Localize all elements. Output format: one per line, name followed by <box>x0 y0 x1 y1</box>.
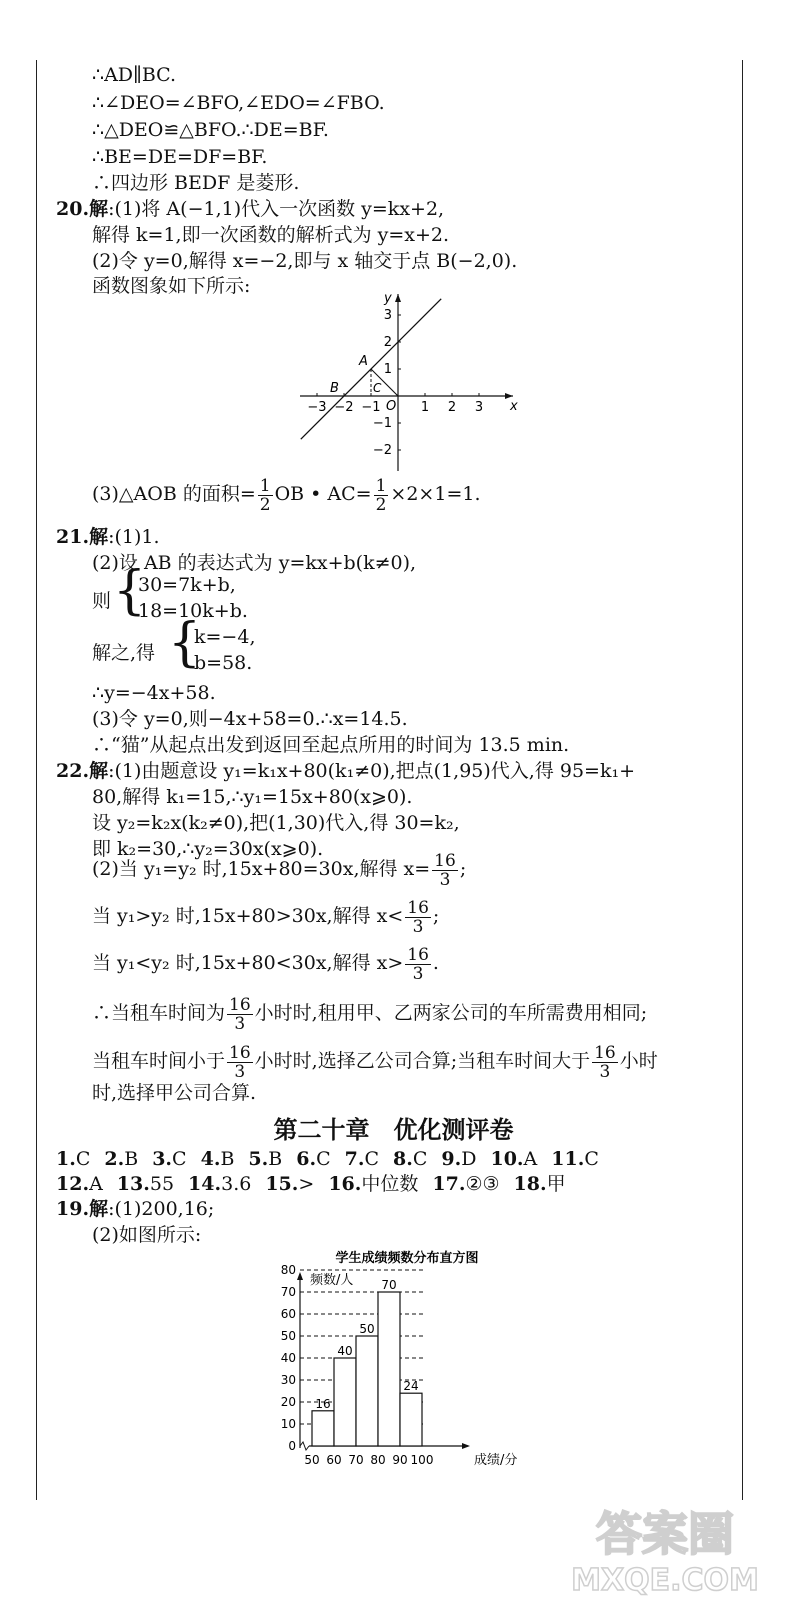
frac-numerator: 16 <box>229 994 251 1015</box>
answer-number: 8. <box>393 1148 413 1170</box>
q19-jie: 解 <box>89 1198 109 1220</box>
point-B-label: B <box>330 381 339 396</box>
x-tick-label: 70 <box>348 1453 364 1467</box>
answer-value: C <box>584 1148 599 1170</box>
answer-item <box>117 1173 174 1195</box>
q22-line-5 <box>92 846 466 892</box>
answer-number: 17. <box>432 1173 466 1195</box>
q22-line-8 <box>92 990 647 1036</box>
frac-16-3-b <box>405 899 431 936</box>
chart-title: 学生成绩频数分布直方图 <box>335 1251 479 1266</box>
q22-line-2: 80,解得 k₁=15,∴y₁=15x+80(x⩾0). <box>92 786 413 808</box>
q22-semicolon-a: ; <box>459 858 467 880</box>
q22-line-9 <box>92 1038 658 1084</box>
q21-jie: 解 <box>89 526 109 548</box>
x-tick-label: 50 <box>304 1453 320 1467</box>
proof-line-2: ∴∠DEO=∠BFO,∠EDO=∠FBO. <box>92 92 385 114</box>
q22-text-9a: 当租车时间小于 <box>92 1050 226 1072</box>
answer-value: 甲 <box>546 1173 566 1195</box>
x-tick-label: 90 <box>392 1453 408 1467</box>
y-tick-label: 40 <box>280 1351 296 1365</box>
answer-number: 12. <box>56 1173 90 1195</box>
x-tick-label: 2 <box>447 400 457 415</box>
histogram-bar <box>400 1393 422 1446</box>
answer-number: 2. <box>104 1148 125 1170</box>
answers-row-2 <box>56 1171 580 1197</box>
q20-text-1: :(1)将 A(−1,1)代入一次函数 y=kx+2, <box>108 198 445 220</box>
frac-denominator: 2 <box>375 494 387 515</box>
answer-item <box>56 1173 103 1195</box>
q22-semicolon-b: ; <box>432 905 440 927</box>
answer-number: 16. <box>328 1173 362 1195</box>
q19-line-2: (2)如图所示: <box>92 1224 202 1246</box>
q20-line-3: (2)令 y=0,解得 x=−2,即与 x 轴交于点 B(−2,0). <box>92 250 518 272</box>
q19-line-1 <box>56 1196 214 1222</box>
answer-number: 11. <box>551 1148 585 1170</box>
frac-numerator: 16 <box>229 1042 251 1063</box>
bar-value-label: 24 <box>403 1379 419 1394</box>
histogram-bar <box>312 1411 334 1446</box>
y-tick-label: 80 <box>280 1263 296 1277</box>
q22-text-5: (2)当 y₁=y₂ 时,15x+80=30x,解得 x= <box>92 858 431 880</box>
q20-area-line <box>92 472 481 516</box>
y-tick-label: 1 <box>383 362 392 377</box>
q19-number: 19. <box>56 1198 90 1220</box>
q21-sys2-eq1: k=−4, <box>194 626 256 648</box>
frac-16-3-c <box>405 946 431 983</box>
answer-value: C <box>316 1148 331 1170</box>
q21-number: 21. <box>56 526 90 548</box>
answer-value: 3.6 <box>221 1173 252 1195</box>
x-tick-label: −3 <box>307 400 327 415</box>
y-axis-arrow <box>395 294 401 302</box>
y-tick-label: 2 <box>383 335 392 350</box>
right-margin-rule <box>742 60 743 1500</box>
function-graph <box>288 286 528 476</box>
q21-line-1 <box>56 524 160 550</box>
frac-denominator: 3 <box>234 1061 246 1082</box>
answer-value: C <box>412 1148 428 1170</box>
y-axis-title: 频数/人 <box>310 1273 354 1288</box>
proof-line-3: ∴△DEO≌△BFO.∴DE=BF. <box>92 119 329 141</box>
bar-value-label: 70 <box>381 1278 397 1292</box>
x-axis-label: x <box>510 399 518 414</box>
point-C-label: C <box>373 381 382 395</box>
answer-number: 9. <box>441 1148 462 1170</box>
answer-item <box>490 1148 537 1170</box>
point-A-label: A <box>359 354 368 369</box>
answers-row-2-items <box>56 1173 580 1195</box>
half-fraction-2 <box>374 477 389 514</box>
answer-number: 7. <box>344 1148 365 1170</box>
frac-denominator: 3 <box>412 916 424 937</box>
y-tick-label: 30 <box>280 1373 296 1387</box>
answer-value: B <box>124 1148 139 1170</box>
q22-text-8b: 小时时,租用甲、乙两家公司的车所需费用相同; <box>254 1002 648 1024</box>
frac-numerator: 1 <box>375 475 387 496</box>
frac-denominator: 3 <box>412 963 424 984</box>
watermark-top-text: 答案圈 <box>596 1507 734 1561</box>
q20-number: 20. <box>56 198 90 220</box>
q22-number: 22. <box>56 760 90 782</box>
answer-number: 18. <box>513 1173 547 1195</box>
y-tick-label: 20 <box>280 1395 296 1409</box>
q22-line-3: 设 y₂=k₂x(k₂≠0),把(1,30)代入,得 30=k₂, <box>92 812 460 834</box>
answer-item <box>432 1173 499 1195</box>
answer-item <box>551 1148 599 1170</box>
x-tick-label: 100 <box>410 1453 434 1467</box>
frac-16-3-a <box>432 852 458 889</box>
q21-sys1-eq1: 30=7k+b, <box>138 574 236 596</box>
answer-item <box>265 1173 314 1195</box>
answer-item <box>152 1148 186 1170</box>
y-tick-label: 10 <box>280 1417 296 1431</box>
frac-16-3-f <box>592 1044 618 1081</box>
x-tick-label: 80 <box>370 1453 386 1467</box>
answer-value: A <box>89 1173 103 1195</box>
y-tick-label: −1 <box>372 416 392 431</box>
q21-text-1: :(1)1. <box>108 526 160 548</box>
axis-break-mark <box>300 1442 309 1450</box>
watermark-bottom-text: MXQE.COM <box>571 1563 759 1598</box>
frac-16-3-d <box>227 996 253 1033</box>
answer-item <box>393 1148 427 1170</box>
system-brace-1: { <box>113 561 147 621</box>
y-axis-arrow <box>297 1272 303 1280</box>
bar-value-label: 16 <box>315 1396 331 1411</box>
q20-jie: 解 <box>89 198 109 220</box>
system-brace-2: { <box>168 613 202 673</box>
answer-number: 1. <box>56 1148 76 1170</box>
y-axis-label: y <box>384 291 392 306</box>
proof-line-1: ∴AD∥BC. <box>92 64 177 86</box>
q21-line-6: (3)令 y=0,则−4x+58=0.∴x=14.5. <box>92 708 408 730</box>
bar-value-label: 40 <box>337 1344 353 1358</box>
q21-line-7: ∴“猫”从起点出发到返回至起点所用的时间为 13.5 min. <box>92 734 570 756</box>
answer-value: D <box>461 1148 477 1170</box>
q20-area-pre: (3)△AOB 的面积= <box>92 483 256 505</box>
answer-item <box>188 1173 251 1195</box>
y-tick-label: −2 <box>372 443 392 458</box>
x-axis-title: 成绩/分 <box>474 1453 518 1468</box>
answer-value: C <box>75 1148 91 1170</box>
q22-text-1: :(1)由题意设 y₁=k₁x+80(k₁≠0),把点(1,95)代入,得 95=k₁+ <box>108 760 636 782</box>
frac-16-3-e <box>227 1044 253 1081</box>
q22-line-4: 即 k₂=30,∴y₂=30x(x⩾0). <box>92 838 324 860</box>
q22-text-9c: 小时 <box>619 1050 658 1072</box>
answer-number: 5. <box>248 1148 269 1170</box>
y-tick-label: 60 <box>280 1307 296 1321</box>
q20-area-post: ×2×1=1. <box>390 483 481 505</box>
q22-text-6: 当 y₁>y₂ 时,15x+80>30x,解得 x< <box>92 905 404 927</box>
origin-label: O <box>386 399 397 414</box>
left-margin-rule <box>36 60 37 1500</box>
x-axis-arrow <box>462 1443 470 1449</box>
q21-ze: 则 <box>92 590 112 612</box>
q22-line-1 <box>56 758 635 784</box>
q22-text-8a: ∴当租车时间为 <box>92 1002 226 1024</box>
y-tick-label: 0 <box>288 1439 296 1453</box>
answers-row-1-items <box>56 1148 613 1170</box>
answer-number: 13. <box>116 1173 150 1195</box>
answer-item <box>248 1148 282 1170</box>
answer-item <box>514 1173 566 1195</box>
answer-number: 4. <box>200 1148 221 1170</box>
x-tick-label: 60 <box>326 1453 342 1467</box>
answer-number: 14. <box>188 1173 222 1195</box>
x-tick-label: −1 <box>361 400 381 415</box>
proof-line-4: ∴BE=DE=DF=BF. <box>92 146 268 168</box>
half-fraction-1 <box>258 477 273 514</box>
frac-numerator: 1 <box>259 475 271 496</box>
frac-numerator: 16 <box>407 944 429 965</box>
answer-item <box>345 1148 379 1170</box>
histogram-bar <box>334 1358 356 1446</box>
answer-number: 6. <box>296 1148 317 1170</box>
answer-number: 15. <box>265 1173 299 1195</box>
q20-line-4: 函数图象如下所示: <box>92 275 251 297</box>
answer-number: 3. <box>152 1148 173 1170</box>
answers-row-1 <box>56 1146 613 1172</box>
answer-value: C <box>364 1148 379 1170</box>
histogram-bar <box>356 1336 378 1446</box>
q19-text-1: :(1)200,16; <box>108 1198 215 1220</box>
bar-value-label: 50 <box>359 1322 375 1336</box>
q22-text-7: 当 y₁<y₂ 时,15x+80<30x,解得 x> <box>92 952 404 974</box>
frac-denominator: 2 <box>259 494 271 515</box>
q22-line-6 <box>92 893 439 939</box>
q20-area-mid: OB • AC= <box>274 483 372 505</box>
x-tick-label: 1 <box>420 400 430 415</box>
y-tick-label: 50 <box>280 1329 296 1343</box>
answer-value: ②③ <box>465 1173 500 1195</box>
q21-line-2: (2)设 AB 的表达式为 y=kx+b(k≠0), <box>92 552 417 574</box>
answer-item <box>328 1173 418 1195</box>
chapter-title: 第二十章 优化测评卷 <box>273 1116 514 1144</box>
frac-numerator: 16 <box>407 897 429 918</box>
answer-item <box>201 1148 235 1170</box>
q20-line-1 <box>56 196 444 222</box>
q22-period: . <box>432 952 439 974</box>
answer-item <box>56 1148 90 1170</box>
y-tick-label: 3 <box>383 308 392 323</box>
answer-item <box>441 1148 476 1170</box>
answer-value: B <box>220 1148 235 1170</box>
frac-numerator: 16 <box>594 1042 616 1063</box>
q21-line-5: ∴y=−4x+58. <box>92 682 216 704</box>
q22-jie: 解 <box>89 760 109 782</box>
q21-sys1-eq2: 18=10k+b. <box>138 600 248 622</box>
q21-jiezhi: 解之,得 <box>92 642 156 664</box>
x-tick-label: 3 <box>474 400 484 415</box>
frac-denominator: 3 <box>439 869 451 890</box>
answer-value: > <box>298 1173 315 1195</box>
frac-denominator: 3 <box>599 1061 611 1082</box>
answer-number: 10. <box>490 1148 524 1170</box>
answer-value: 55 <box>149 1173 175 1195</box>
q22-text-9b: 小时时,选择乙公司合算;当租车时间大于 <box>254 1050 591 1072</box>
x-tick-label: −2 <box>334 400 354 415</box>
proof-line-5: ∴四边形 BEDF 是菱形. <box>92 172 300 194</box>
answer-value: 中位数 <box>361 1173 419 1195</box>
answer-item <box>296 1148 330 1170</box>
frac-denominator: 3 <box>234 1013 246 1034</box>
answer-value: C <box>172 1148 187 1170</box>
q20-line-2: 解得 k=1,即一次函数的解析式为 y=x+2. <box>92 224 450 246</box>
y-tick-label: 70 <box>280 1285 296 1299</box>
answer-item <box>104 1148 138 1170</box>
q21-sys2-eq2: b=58. <box>194 652 253 674</box>
watermark-logo <box>560 1498 770 1598</box>
histogram-chart <box>262 1248 552 1476</box>
histogram-bar <box>378 1292 400 1446</box>
q22-line-7 <box>92 940 439 986</box>
frac-numerator: 16 <box>434 850 456 871</box>
q22-line-10: 时,选择甲公司合算. <box>92 1082 257 1104</box>
answer-value: B <box>268 1148 283 1170</box>
answer-value: A <box>523 1148 538 1170</box>
